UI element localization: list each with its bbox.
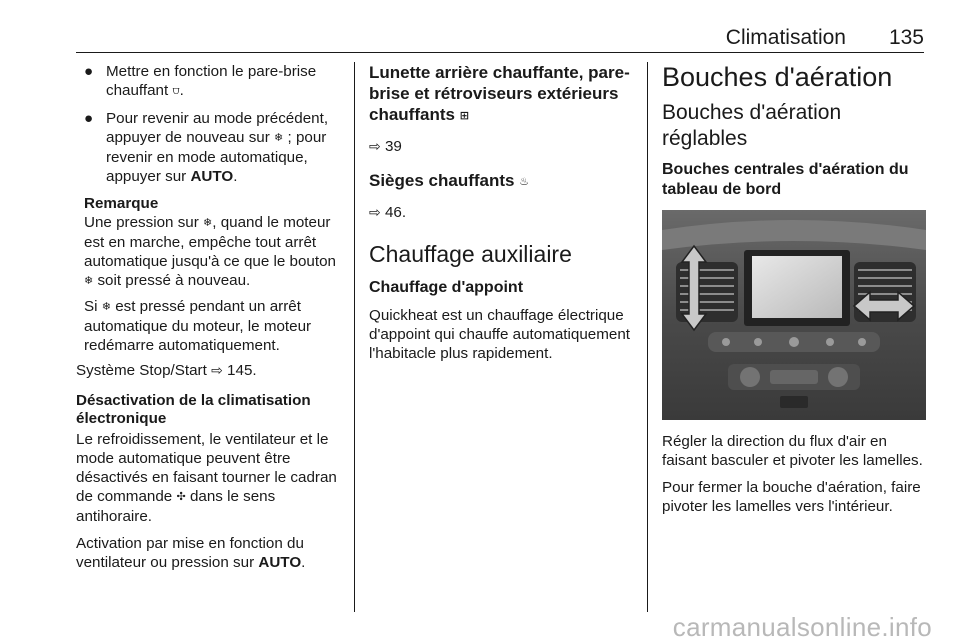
note-text: Si ❄ est pressé pendant un arrêt automatique du moteur, le moteur redémarre automatiquement. <box>84 298 312 354</box>
page-header <box>76 24 924 53</box>
list-item: ● Mettre en fonction le pare-brise chauffant ⩌. <box>84 63 317 99</box>
windscreen-heat-icon: ⩌ <box>172 85 180 97</box>
cross-reference: Système Stop/Start ⇨ 145. <box>76 362 257 379</box>
paragraph: Le refroidissement, le ventilateur et le mode automatique peuvent être désactivés en faisant tourner le cadran de commande ✣ dans le sens antihoraire. <box>76 431 337 525</box>
column-divider <box>354 62 355 612</box>
page-number: 135 <box>888 26 924 49</box>
note-text: Une pression sur ❄, quand le moteur est en marche, empêche tout arrêt automatique jusqu'à ce que le bouton ❄ soit pressé à nouveau. <box>84 214 336 289</box>
auto-label: AUTO <box>190 168 234 185</box>
bullet-dot: ● <box>84 110 94 127</box>
section-heading: Chauffage auxiliaire <box>369 241 572 267</box>
cross-reference: ⇨ 39 <box>369 138 402 155</box>
subheading: Désactivation de la climatisation électronique <box>76 392 311 427</box>
column-middle <box>369 62 635 371</box>
fan-icon: ✣ <box>176 491 186 503</box>
heading: Sièges chauffants ♨ <box>369 171 530 190</box>
section-heading: Bouches d'aération <box>662 62 893 92</box>
note-heading: Remarque <box>84 195 159 212</box>
paragraph: Pour fermer la bouche d'aération, faire pivoter les lamelles vers l'intérieur. <box>662 479 921 515</box>
ac-icon: ❄ <box>203 217 213 229</box>
arrow-icon: ⇨ <box>211 362 223 378</box>
column-left <box>76 62 342 580</box>
paragraph: Activation par mise en fonction du ventilateur ou pression sur AUTO. <box>76 535 306 571</box>
subsection-heading: Bouches d'aération réglables <box>662 101 842 150</box>
column-divider <box>647 62 648 612</box>
ac-icon: ❄ <box>274 132 284 144</box>
cross-reference: ⇨ 46. <box>369 204 407 221</box>
auto-label: AUTO <box>258 554 302 571</box>
subheading: Chauffage d'appoint <box>369 279 524 296</box>
paragraph: Régler la direction du flux d'air en faisant basculer et pivoter les lamelles. <box>662 433 923 469</box>
subheading: Bouches centrales d'aération du tableau de bord <box>662 161 909 198</box>
seat-heat-icon: ♨ <box>519 176 530 188</box>
dashboard-vents-photo <box>662 210 926 420</box>
arrow-icon: ⇨ <box>369 204 381 220</box>
column-right <box>662 62 926 524</box>
ac-icon: ❄ <box>101 301 111 313</box>
ac-icon: ❄ <box>84 275 94 287</box>
bullet-dot: ● <box>84 63 94 80</box>
paragraph: Quickheat est un chauffage électrique d'appoint qui chauffe automatiquement l'habitacle plus rapidement. <box>369 307 630 362</box>
section-title: Climatisation <box>725 26 846 49</box>
rear-window-heat-icon: ⊞ <box>459 110 469 122</box>
list-item: ● Pour revenir au mode précédent, appuyer de nouveau sur ❄ ; pour revenir en mode automatique, appuyer sur AUTO. <box>84 110 329 185</box>
arrow-icon: ⇨ <box>369 138 381 154</box>
heading: Lunette arrière chauffante, pare-brise et rétroviseurs extérieurs chauffants ⊞ <box>369 63 630 124</box>
watermark: carmanualsonline.info <box>672 612 932 642</box>
